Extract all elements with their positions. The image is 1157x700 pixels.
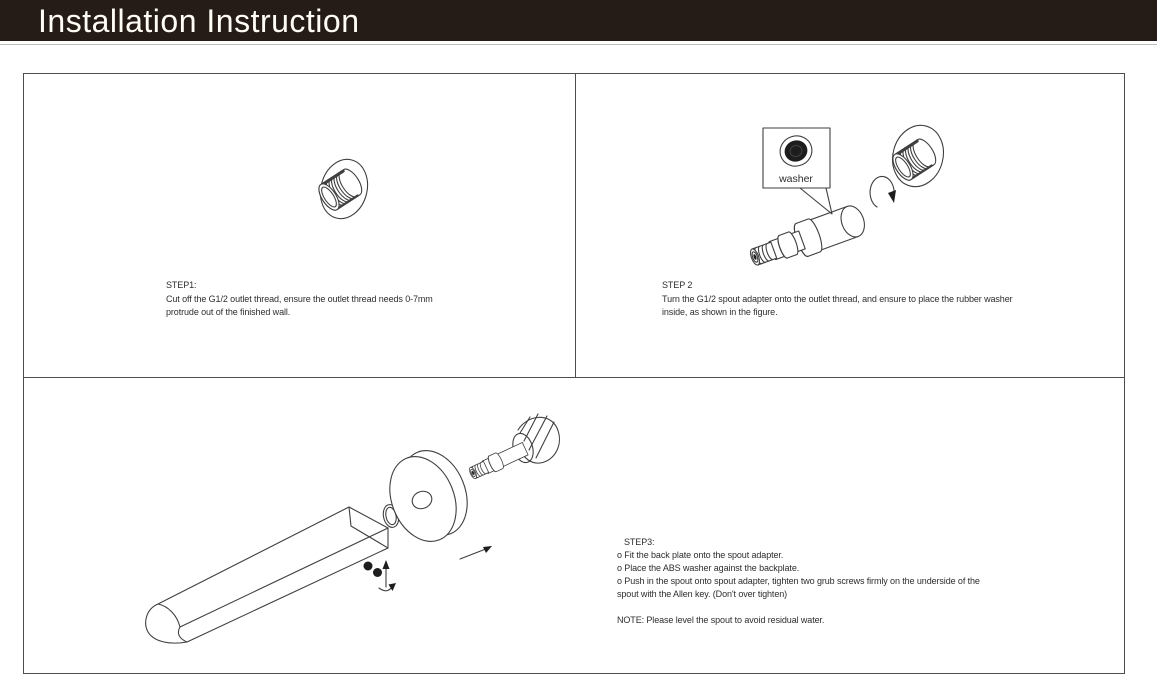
step3-line1: o Fit the back plate onto the spout adapter.	[617, 549, 784, 560]
panel-divider-horizontal	[23, 377, 1125, 378]
panel-divider-vertical	[575, 73, 576, 377]
washer-label: washer	[779, 173, 813, 185]
turn-direction-arrow	[870, 176, 896, 207]
step1-line2: protrude out of the finished wall.	[166, 306, 291, 317]
step3-label: STEP3:	[624, 537, 655, 547]
threaded-outlet-drawing	[315, 166, 366, 213]
push-direction-arrow	[460, 546, 492, 559]
step3-line4: spout with the Allen key. (Don't over tighten)	[617, 588, 788, 599]
spout-bar-drawing	[146, 507, 388, 643]
step3-line2: o Place the ABS washer against the backplate.	[617, 562, 800, 573]
step2-adapter-figure	[740, 110, 965, 280]
page-title: Installation Instruction	[38, 3, 360, 39]
header-bar	[0, 0, 1157, 41]
step1-label: STEP1:	[166, 280, 197, 290]
washer-callout	[763, 128, 832, 214]
tighten-direction-arrows	[379, 560, 396, 591]
step3-text-block	[617, 536, 980, 627]
step3-line3: o Push in the spout onto spout adapter, tighten two grub screws firmly on the underside of the	[617, 575, 980, 586]
step1-outlet-thread-figure	[290, 140, 410, 250]
grub-screws-drawing	[364, 562, 383, 578]
spout-adapter-drawing	[746, 201, 869, 274]
step1-text-block	[166, 279, 433, 318]
spout-adapter-drawing	[467, 441, 529, 482]
step3-note: NOTE: Please level the spout to avoid residual water.	[617, 614, 825, 625]
step3-exploded-assembly-figure	[140, 400, 580, 660]
back-plate-drawing	[378, 441, 479, 552]
step2-line1: Turn the G1/2 spout adapter onto the outlet thread, and ensure to place the rubber washer	[662, 294, 1013, 304]
callout-leader-line	[800, 188, 832, 214]
step2-text-block	[662, 279, 1013, 318]
step2-line2: inside, as shown in the figure.	[662, 306, 778, 317]
step1-line1: Cut off the G1/2 outlet thread, ensure the outlet thread needs 0-7mm	[166, 294, 433, 304]
step2-label: STEP 2	[662, 280, 693, 290]
header-divider	[0, 44, 1157, 45]
